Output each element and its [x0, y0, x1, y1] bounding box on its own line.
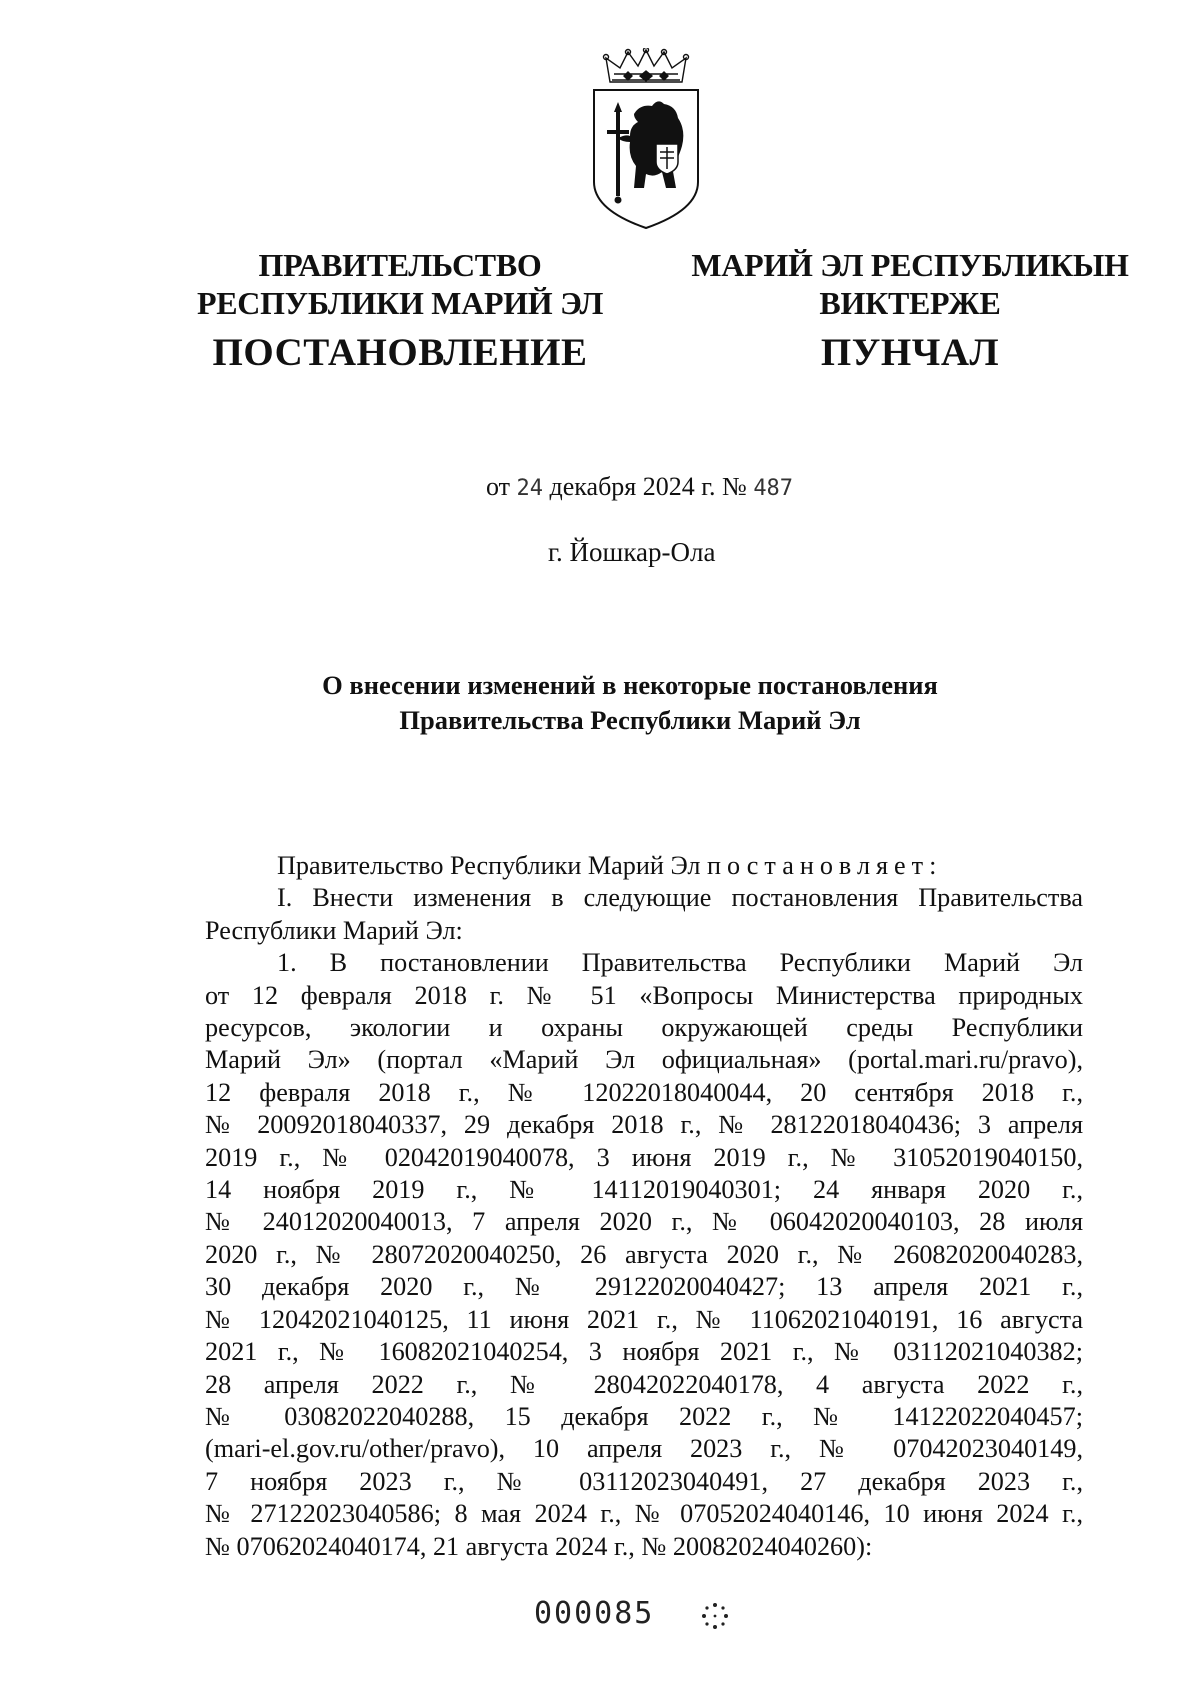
item-I-line-2: Республики Марий Эл:	[205, 915, 463, 945]
government-name-mari	[650, 246, 1170, 372]
body-line: 7 ноября 2023 г., № 03112023040491, 27 декабря 2023 г.,	[205, 1466, 1083, 1496]
body-line: Марий Эл» (портал «Марий Эл официальная» (portal.mari.ru/pravo),	[205, 1045, 1083, 1075]
body-line: 12 февраля 2018 г., № 12022018040044, 20 сентября 2018 г.,	[205, 1077, 1083, 1107]
document-type-mari: ПУНЧАЛ	[820, 331, 1000, 374]
document-title	[180, 668, 1080, 738]
body-line: 30 декабря 2020 г., № 29122020040427; 13 апреля 2021 г.,	[205, 1272, 1083, 1302]
title-line-2: Правительства Республики Марий Эл	[399, 705, 861, 735]
date-day: 24	[516, 476, 544, 501]
body-line: 28 апреля 2022 г., № 28042022040178, 4 августа 2022 г.,	[205, 1369, 1083, 1399]
body-line: 14 ноября 2019 г., № 14112019040301; 24 января 2020 г.,	[205, 1175, 1083, 1205]
body-line: № 20092018040337, 29 декабря 2018 г., № 28122018040436; 3 апреля	[205, 1110, 1083, 1140]
body-line: 1. В постановлении Правительства Республики Марий Эл	[277, 948, 1083, 978]
document-body	[205, 850, 1083, 1563]
issuer-line-1-mari: МАРИЙ ЭЛ РЕСПУБЛИКЫН	[691, 247, 1129, 283]
document-date-number	[486, 472, 793, 502]
government-name-russian	[180, 246, 620, 372]
body-line: 2019 г., № 02042019040078, 3 июня 2019 г., № 31052019040150,	[205, 1142, 1083, 1172]
issuer-line-1: ПРАВИТЕЛЬСТВО	[258, 247, 542, 283]
decorative-seal-mark-icon	[700, 1601, 730, 1631]
body-line: 2021 г., № 16082021040254, 3 ноября 2021 г., № 03112021040382;	[205, 1337, 1083, 1367]
body-line: № 07062024040174, 21 августа 2024 г., № 20082024040260):	[205, 1531, 873, 1561]
body-line: № 03082022040288, 15 декабря 2022 г., № 14122022040457;	[205, 1401, 1083, 1431]
title-line-1: О внесении изменений в некоторые постановления	[322, 670, 938, 700]
place-of-issue: г. Йошкар-Ола	[548, 537, 716, 567]
body-line: № 27122023040586; 8 мая 2024 г., № 07052024040146, 10 июня 2024 г.,	[205, 1499, 1083, 1529]
body-line: от 12 февраля 2018 г. № 51 «Вопросы Министерства природных	[205, 980, 1083, 1010]
preamble-verb: постановляет:	[707, 851, 943, 880]
registration-stamp-number: 000085	[534, 1596, 655, 1631]
preamble	[205, 850, 1083, 882]
date-month-year: декабря 2024 г. №	[549, 472, 747, 501]
body-line: № 12042021040125, 11 июня 2021 г., № 11062021040191, 16 августа	[205, 1304, 1083, 1334]
issuer-line-2: РЕСПУБЛИКИ МАРИЙ ЭЛ	[196, 285, 604, 321]
body-line: (mari-el.gov.ru/other/pravo), 10 апреля 2023 г., № 07042023040149,	[205, 1434, 1083, 1464]
document-type-russian: ПОСТАНОВЛЕНИЕ	[212, 331, 588, 374]
mari-el-coat-of-arms-icon	[588, 48, 704, 230]
body-line: ресурсов, экологии и охраны окружающей среды Республики	[205, 1013, 1083, 1043]
issuer-line-2-mari: ВИКТЕРЖЕ	[819, 285, 1001, 321]
item-I-line-1: I. Внести изменения в следующие постановления Правительства	[277, 883, 1083, 913]
body-line: 2020 г., № 28072020040250, 26 августа 2020 г., № 26082020040283,	[205, 1239, 1083, 1269]
preamble-text: Правительство Республики Марий Эл	[277, 851, 701, 880]
date-prefix: от	[486, 472, 511, 501]
body-line: № 24012020040013, 7 апреля 2020 г., № 06042020040103, 28 июля	[205, 1207, 1083, 1237]
document-number: 487	[753, 476, 794, 501]
